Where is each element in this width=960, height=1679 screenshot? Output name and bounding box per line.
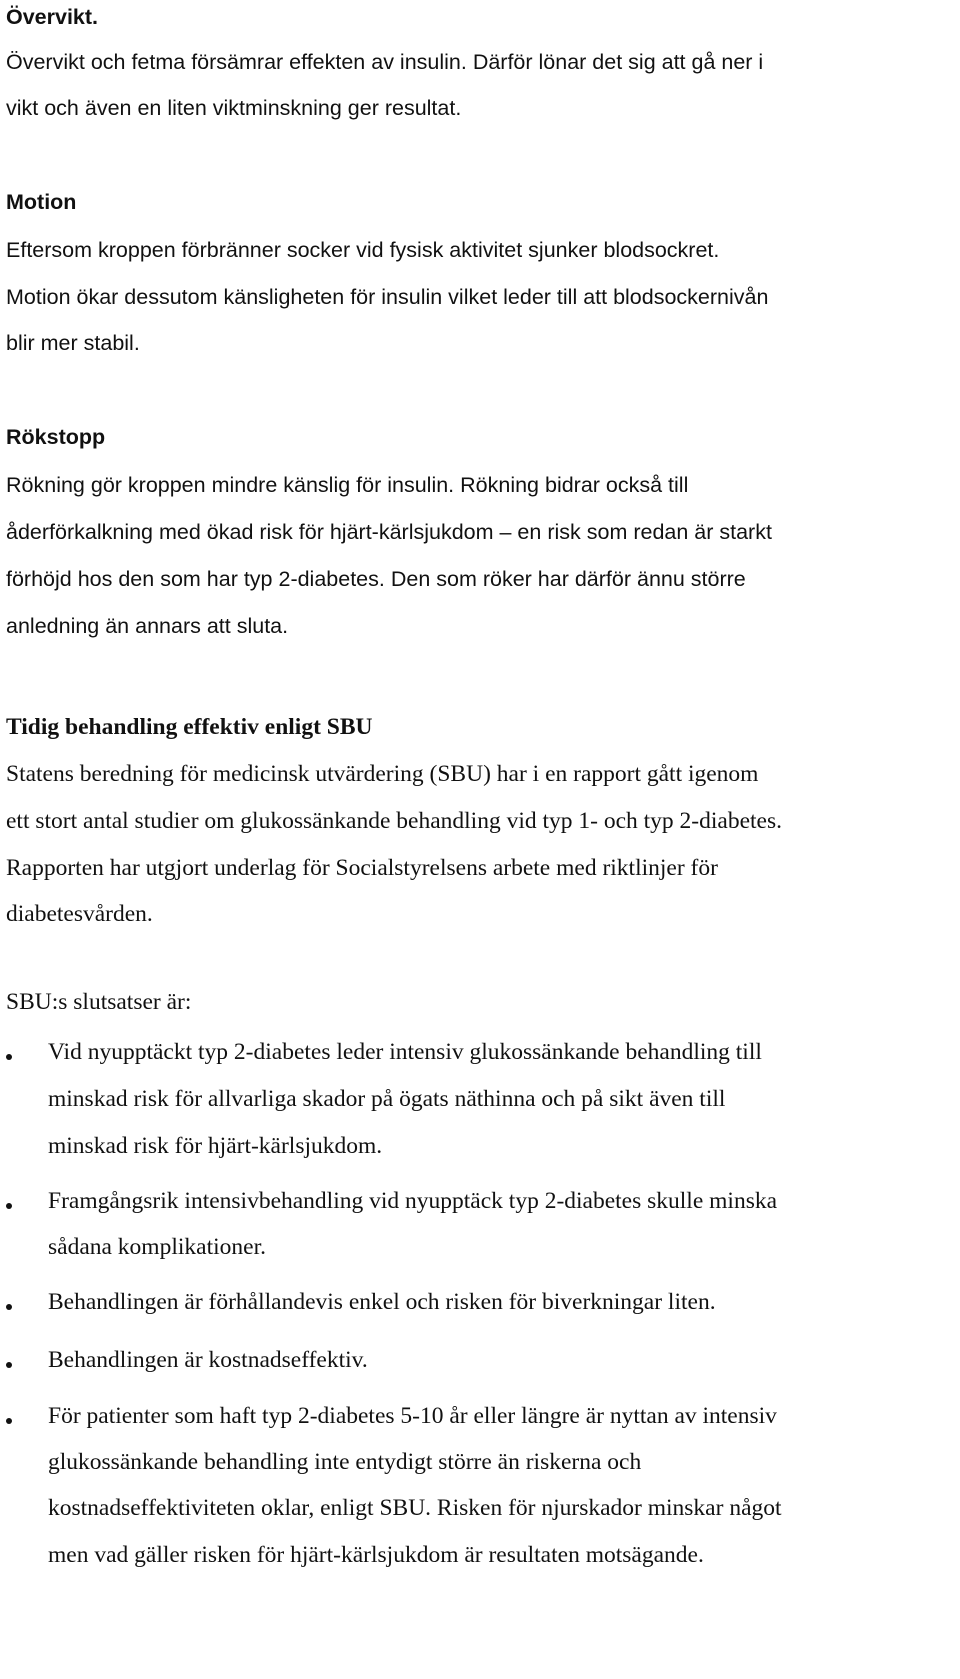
paragraph-line: vikt och även en liten viktminskning ger resultat. — [6, 96, 462, 120]
bullet-line: Framgångsrik intensivbehandling vid nyupptäck typ 2-diabetes skulle minska — [48, 1188, 778, 1214]
paragraph-line: Rökning gör kroppen mindre känslig för insulin. Rökning bidrar också till — [6, 473, 689, 497]
bullet-dot — [6, 1418, 12, 1424]
conclusions-intro: SBU:s slutsatser är: — [6, 989, 192, 1015]
bullet-dot — [6, 1362, 12, 1368]
bullet-line: minskad risk för allvarliga skador på ögats näthinna och på sikt även till — [48, 1086, 726, 1112]
bullet-dot — [6, 1054, 12, 1060]
bullet-line: Behandlingen är förhållandevis enkel och risken för biverkningar liten. — [48, 1289, 716, 1315]
bullet-line: minskad risk för hjärt-kärlsjukdom. — [48, 1133, 383, 1159]
section-heading-tidig-behandling: Tidig behandling effektiv enligt SBU — [6, 714, 373, 740]
paragraph-line: Motion ökar dessutom känsligheten för insulin vilket leder till att blodsockernivån — [6, 285, 769, 309]
paragraph-line: Övervikt och fetma försämrar effekten av insulin. Därför lönar det sig att gå ner i — [6, 50, 764, 74]
paragraph-line: anledning än annars att sluta. — [6, 614, 289, 638]
paragraph-line: Eftersom kroppen förbränner socker vid fysisk aktivitet sjunker blodsockret. — [6, 238, 720, 262]
paragraph-line: förhöjd hos den som har typ 2-diabetes. Den som röker har därför ännu större — [6, 567, 746, 591]
paragraph-line: ett stort antal studier om glukossänkande behandling vid typ 1- och typ 2-diabetes. — [6, 808, 782, 834]
paragraph-line: Rapporten har utgjort underlag för Socialstyrelsens arbete med riktlinjer för — [6, 855, 718, 881]
bullet-line: glukossänkande behandling inte entydigt större än riskerna och — [48, 1449, 642, 1475]
bullet-line: För patienter som haft typ 2-diabetes 5-10 år eller längre är nyttan av intensiv — [48, 1403, 777, 1429]
bullet-line: Vid nyupptäckt typ 2-diabetes leder intensiv glukossänkande behandling till — [48, 1039, 762, 1065]
bullet-line: kostnadseffektiviteten oklar, enligt SBU. Risken för njurskador minskar något — [48, 1495, 782, 1521]
paragraph-line: blir mer stabil. — [6, 331, 140, 355]
section-heading-overvikt: Övervikt. — [6, 5, 99, 29]
paragraph-line: Statens beredning för medicinsk utvärdering (SBU) har i en rapport gått igenom — [6, 761, 759, 787]
paragraph-line: åderförkalkning med ökad risk för hjärt-kärlsjukdom – en risk som redan är starkt — [6, 520, 772, 544]
section-heading-rokstopp: Rökstopp — [6, 425, 106, 449]
bullet-line: Behandlingen är kostnadseffektiv. — [48, 1347, 368, 1373]
bullet-line: sådana komplikationer. — [48, 1234, 266, 1260]
paragraph-line: diabetesvården. — [6, 901, 153, 927]
bullet-dot — [6, 1203, 12, 1209]
bullet-line: men vad gäller risken för hjärt-kärlsjukdom är resultaten motsägande. — [48, 1542, 704, 1568]
bullet-dot — [6, 1304, 12, 1310]
section-heading-motion: Motion — [6, 190, 77, 214]
